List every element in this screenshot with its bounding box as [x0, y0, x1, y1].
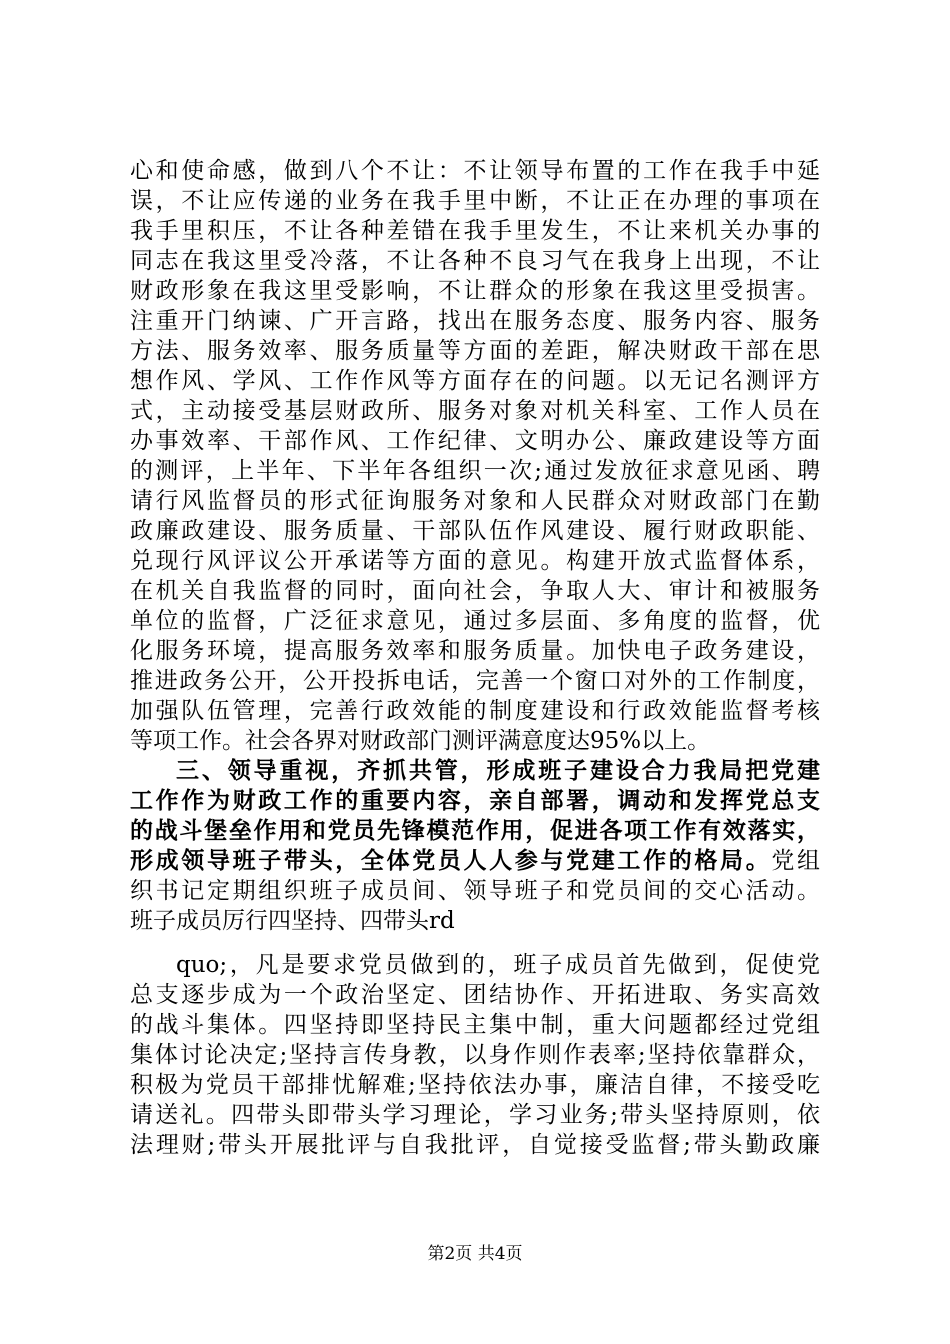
body-line: 的测评，上半年、下半年各组织一次;通过发放征求意见函、聘	[130, 458, 820, 484]
section-heading-line: 的战斗堡垒作用和党员先锋模范作用，促进各项工作有效落实，	[130, 817, 820, 844]
section-heading-line: 工作作为财政工作的重要内容，亲自部署，调动和发挥党总支	[130, 787, 820, 814]
body-line: 等项工作。社会各界对财政部门测评满意度达95%以上。	[130, 728, 711, 754]
body-line: 单位的监督，广泛征求意见，通过多层面、多角度的监督，优	[130, 608, 820, 634]
body-line: 我手里积压，不让各种差错在我手里发生，不让来机关办事的	[130, 218, 820, 244]
bold-segment: 形成领导班子带头，全体党员人人参与党建工作的格局。	[130, 847, 772, 874]
body-line: 请送礼。四带头即带头学习理论，学习业务;带头坚持原则，依	[130, 1102, 820, 1128]
body-line: 推进政务公开，公开投拆电话，完善一个窗口对外的工作制度，	[130, 668, 820, 694]
body-line: 兑现行风评议公开承诺等方面的意见。构建开放式监督体系，	[130, 548, 820, 574]
body-line: 织书记定期组织班子成员间、领导班子和党员间的交心活动。	[130, 878, 820, 904]
body-line: 注重开门纳谏、广开言路，找出在服务态度、服务内容、服务	[130, 308, 820, 334]
body-line: 总支逐步成为一个政治坚定、团结协作、开拓进取、务实高效	[130, 982, 820, 1008]
body-line: 式，主动接受基层财政所、服务对象对机关科室、工作人员在	[130, 398, 820, 424]
body-line: quo;，凡是要求党员做到的，班子成员首先做到，促使党	[176, 952, 820, 978]
body-line: 方法、服务效率、服务质量等方面的差距，解决财政干部在思	[130, 338, 820, 364]
body-line: 财政形象在我这里受影响，不让群众的形象在我这里受损害。	[130, 278, 820, 304]
body-line: 心和使命感，做到八个不让：不让领导布置的工作在我手中延	[130, 158, 820, 184]
body-line: 误，不让应传递的业务在我手里中断，不让正在办理的事项在	[130, 188, 820, 214]
body-line: 化服务环境，提高服务效率和服务质量。加快电子政务建设，	[130, 638, 820, 664]
body-line: 请行风监督员的形式征询服务对象和人民群众对财政部门在勤	[130, 488, 820, 514]
body-line: 政廉政建设、服务质量、干部队伍作风建设、履行财政职能、	[130, 518, 820, 544]
body-line: 加强队伍管理，完善行政效能的制度建设和行政效能监督考核	[130, 698, 820, 724]
page-number-footer: 第2页 共4页	[427, 1244, 523, 1264]
body-line: 法理财;带头开展批评与自我批评，自觉接受监督;带头勤政廉	[130, 1132, 820, 1158]
body-line: 班子成员厉行四坚持、四带头rd	[130, 908, 455, 934]
body-line: 的战斗集体。四坚持即坚持民主集中制，重大问题都经过党组	[130, 1012, 820, 1038]
body-line: 积极为党员干部排忧解难;坚持依法办事，廉洁自律，不接受吃	[130, 1072, 820, 1098]
body-line: 集体讨论决定;坚持言传身教，以身作则作表率;坚持依靠群众，	[130, 1042, 820, 1068]
document-body	[130, 156, 820, 1160]
normal-segment: 党组	[771, 848, 820, 874]
body-line: 想作风、学风、工作作风等方面存在的问题。以无记名测评方	[130, 368, 820, 394]
body-line: 同志在我这里受冷落，不让各种不良习气在我身上出现，不让	[130, 248, 820, 274]
body-line: 在机关自我监督的同时，面向社会，争取人大、审计和被服务	[130, 578, 820, 604]
mixed-line	[130, 846, 820, 876]
section-heading-line: 三、领导重视，齐抓共管，形成班子建设合力我局把党建	[176, 757, 820, 784]
body-line: 办事效率、干部作风、工作纪律、文明办公、廉政建设等方面	[130, 428, 820, 454]
